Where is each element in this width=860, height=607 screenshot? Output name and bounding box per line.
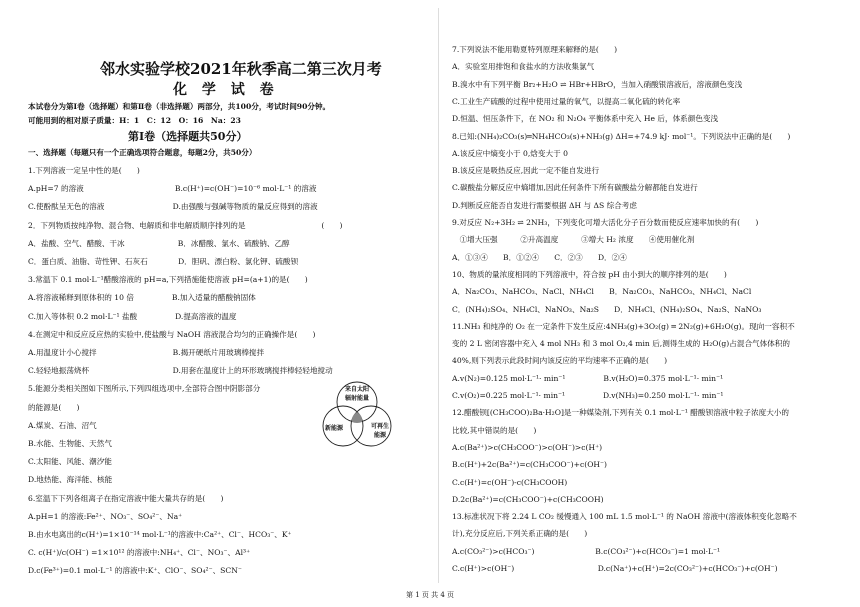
left-line: 6.室温下下列各组离子在指定溶液中能大量共存的是( ) [28,493,224,503]
right-line: A．实验室用排饱和食盐水的方法收集氯气 [452,62,595,72]
left-line: A.pH=1 的溶液:Fe²⁺、NO₃⁻、SO₄²⁻、Na⁺ [28,511,183,521]
left-line: 5.能源分类相关图如下图所示,下列四组选项中,全部符合图中阴影部分 [28,384,261,394]
left-line: A.煤炭、石油、沼气 [28,420,97,430]
left-line: B.由水电离出的c(H⁺)=1×10⁻¹⁴ mol·L⁻¹的溶液中:Ca²⁺、Cl⁻、HCO₃⁻、K⁺ [28,530,292,539]
left-line: C. c(H⁺)/c(OH⁻) =1×10¹² 的溶液中:NH₄⁺、Cl⁻、NO₃⁻、Al³⁺ [28,548,251,558]
left-line: 3.常温下 0.1 mol·L⁻¹醋酸溶液的 pH=a,下列措施能使溶液 pH=(a+1)的是( ) [28,275,308,285]
left-line: C.轻轻地振荡烧杯 D.用套在温度计上的环形玻璃搅拌棒轻轻地搅动 [28,366,333,376]
right-line: D.2c(Ba²⁺)=c(CH₃COO⁻)+c(CH₃COOH) [452,494,604,504]
exam-subtitle: 化 学 试 卷 [173,82,279,98]
right-line: A．①③④ B．①②④ C．②③ D．②④ [452,252,627,262]
right-line: A.v(N₂)=0.125 mol·L⁻¹· min⁻¹ B.v(H₂O)=0.375 mol·L⁻¹· min⁻¹ [452,373,724,383]
left-line: D.地热能、海洋能、核能 [28,475,113,485]
left-line: C.太阳能、风能、潮汐能 [28,457,112,467]
right-line: A.该反应中熵变小于 0,焓变大于 0 [452,148,568,158]
right-line: 13.标准状况下将 2.24 L CO₂ 缓慢通入 100 mL 1.5 mol·L⁻¹ 的 NaOH 溶液中(溶液体积变化忽略不 [452,512,797,522]
left-line: A.pH=7 的溶液 B.c(H⁺)=c(OH⁻)=10⁻⁶ mol·L⁻¹ 的溶液 [28,184,317,194]
right-line: 40%,则下列表示此段时间内该反应的平均速率不正确的是( ) [452,356,668,366]
page-footer: 第 1 页 共 4 页 [405,591,455,599]
venn-label-new-energy: 新能源 [324,425,343,432]
right-line: A．Na₂CO₃、NaHCO₃、NaCl、NH₄Cl B．Na₂CO₃、NaHCO₃、NH₄Cl、NaCl [452,287,752,297]
right-line: C．(NH₄)₂SO₄、NH₄Cl、NaNO₃、Na₂S D．NH₄Cl、(NH₄)₂SO₄、Na₂S、NaNO₃ [452,304,762,314]
left-line: C．蛋白质、油脂、苛性钾、石灰石 D．胆矾、漂白粉、氯化钾、硫酸钡 [28,257,299,266]
exam-title: 邻水实验学校2021年秋季高二第三次月考 [100,60,382,78]
right-line: 比较,其中错误的是( ) [452,425,537,435]
right-line: B.该反应是吸热反应,因此一定不能自发进行 [452,166,600,176]
left-line: A．盐酸、空气、醋酸、干冰 B．冰醋酸、氯水、硫酸钠、乙醇 [28,238,290,248]
venn-label-renewable: 可再生能源 [370,423,389,439]
right-line: 11.NH₃ 和纯净的 O₂ 在一定条件下发生反应:4NH₃(g)+3O₂(g) ═ 2N₂(g)+6H₂O(g)。现向一容积不 [452,321,795,331]
left-line: A.用温度计小心搅拌 B.揭开硬纸片用玻璃棒搅拌 [28,348,265,357]
right-line: C.c(H⁺)>c(OH⁻) D.c(Na⁺)+c(H⁺)=2c(CO₃²⁻)+c(HCO₃⁻)+c(OH⁻) [452,564,778,573]
right-line: 9.对反应 N₂+3H₂ ⇌ 2NH₃，下列变化可增大活化分子百分数而使反应速率加快的有( ) [452,218,759,227]
part1-heading: 第Ⅰ卷（选择题共50分） [128,130,248,143]
venn-label-solar: 来自太阳辐射能量 [344,386,369,402]
right-line: 8.已知:(NH₄)₂CO₃(s)═NH₄HCO₃(s)+NH₃(g) ΔH=+74.9 kJ· mol⁻¹。下列说法中正确的是( ) [452,131,791,141]
left-line: C.使酚酞呈无色的溶液 D.由强酸与强碱等物质的量反应得到的溶液 [28,202,318,212]
right-line: B.c(H⁺)+2c(Ba²⁺)=c(CH₃COO⁻)+c(OH⁻) [452,460,608,470]
right-line: 计),充分反应后,下列关系正确的是( ) [452,529,588,539]
right-line: 10、物质的量浓度相同的下列溶液中，符合按 pH 由小到大的顺序排列的是( ) [452,269,727,279]
exam-intro: 本试卷分为第Ⅰ卷（选择题）和第Ⅱ卷（非选择题）两部分，共100分，考试时间90分钟。 [28,102,331,111]
energy-venn-diagram [318,378,396,456]
right-line: ①增大压强 ②升高温度 ③增大 H₂ 浓度 ④使用催化剂 [452,235,695,245]
right-line: C.碳酸盐分解反应中熵增加,因此任何条件下所有碳酸盐分解都能自发进行 [452,183,698,193]
left-line: A.将溶液稀释到原体积的 10 倍 B.加入适量的醋酸钠固体 [28,293,256,303]
right-line: 7.下列说法不能用勒夏特列原理来解释的是( ) [452,45,618,54]
atomic-masses: 可能用到的相对原子质量：H：1 C：12 O：16 Na：23 [28,116,241,125]
left-line: 的能源是( ) [28,402,80,412]
left-line: D.c(Fe³⁺)=0.1 mol·L⁻¹ 的溶液中:K⁺、ClO⁻、SO₄²⁻、SCN⁻ [28,566,242,576]
right-line: D.恒温、恒压条件下，在 NO₂ 和 N₂O₄ 平衡体系中充入 He 后，体系颜色变浅 [452,114,719,124]
section1-heading: 一、选择题（每题只有一个正确选项符合题意，每题2分，共50分） [28,148,257,157]
column-divider [438,8,439,583]
right-line: A.c(Ba²⁺)>c(CH₃COO⁻)>c(OH⁻)>c(H⁺) [452,442,603,452]
right-line: C.工业生产硫酸的过程中使用过量的氧气，以提高二氧化硫的转化率 [452,96,681,106]
left-line: B.水能、生物能、天然气 [28,439,112,448]
right-line: B.溴水中有下列平衡 Br₂+H₂O ⇌ HBr+HBrO，当加入硝酸银溶液后，溶液颜色变浅 [452,79,743,89]
left-line: 1.下列溶液一定呈中性的是( ) [28,166,140,175]
right-line: A.c(CO₃²⁻)>c(HCO₃⁻) B.c(CO₃²⁻)+c(HCO₃⁻)=1 mol·L⁻¹ [452,546,721,556]
left-line: 2．下列物质按纯净物、混合物、电解质和非电解质顺序排列的是 ( ) [28,220,343,230]
left-line: 4.在测定中和反应反应热的实验中,使盐酸与 NaOH 溶液混合均匀的正确操作是( ) [28,329,316,339]
right-line: 12.醋酸钡[(CH₃COO)₂Ba·H₂O]是一种媒染剂,下列有关 0.1 mol·L⁻¹ 醋酸钡溶液中粒子浓度大小的 [452,408,789,418]
right-line: C.v(O₂)=0.225 mol·L⁻¹· min⁻¹ D.v(NH₃)=0.250 mol·L⁻¹· min⁻¹ [452,391,724,400]
right-line: D.判断反应能否自发进行需要根据 ΔH 与 ΔS 综合考虑 [452,200,637,210]
right-line: C.c(H⁺)=c(OH⁻)-c(CH₃COOH) [452,477,568,487]
right-line: 变的 2 L 密闭容器中充入 4 mol NH₃ 和 3 mol O₂,4 min 后,测得生成的 H₂O(g)占混合气体体积的 [452,339,791,349]
left-line: C.加入等体积 0.2 mol·L⁻¹ 盐酸 D.提高溶液的温度 [28,311,237,321]
